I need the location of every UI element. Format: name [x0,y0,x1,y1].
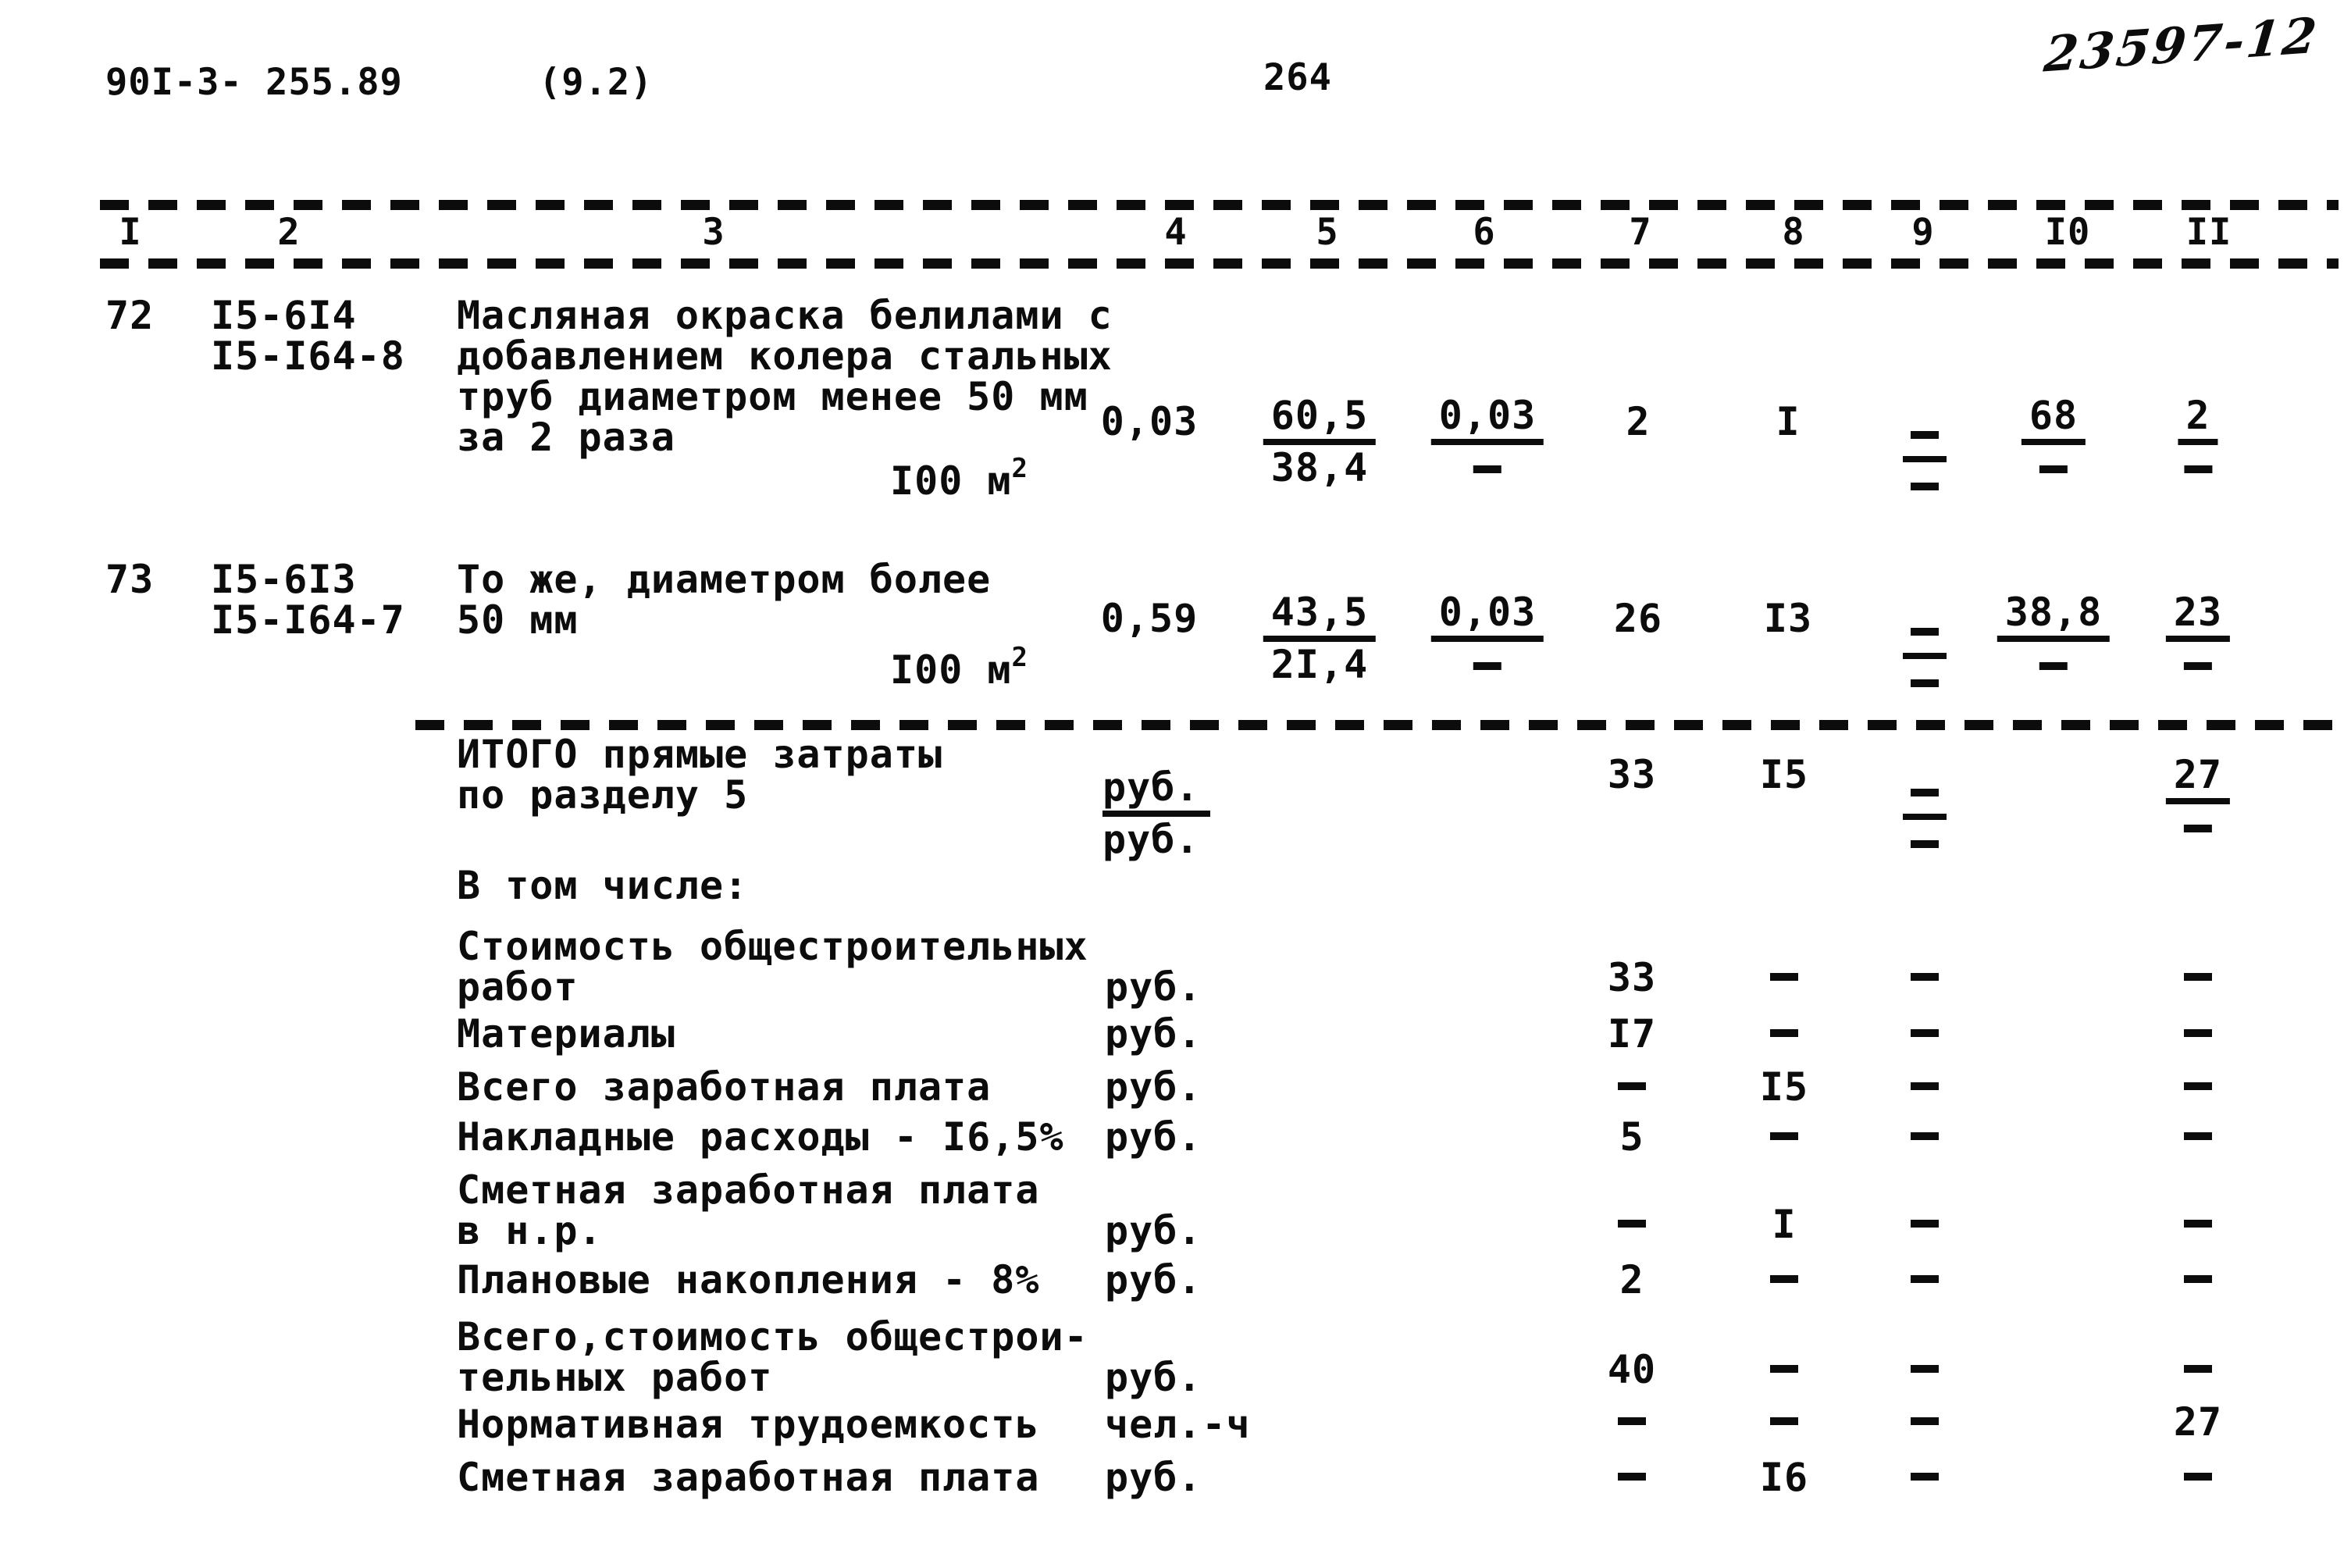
dash-mark [2039,662,2068,670]
summary-label-line: в н.р. [457,1208,603,1253]
fraction-bottom [2022,447,2086,488]
fraction-top [1903,770,1947,820]
summary-value-c8: I [1772,1202,1797,1247]
summary-value-c11 [2184,1457,2212,1498]
row-unit-base: I00 м [890,458,1012,504]
dash-mark [2184,1365,2212,1373]
fraction-bottom [1903,822,1947,863]
summary-value-c9 [1911,1117,1939,1157]
row-unit-superscript: 2 [1011,453,1028,484]
dash-mark [1770,1029,1798,1037]
summary-label-line: Стоимость общестроительных [457,924,1088,969]
summary-value-c11 [2184,1014,2212,1054]
value-cell-c10 [2022,395,2086,488]
summary-value-c9 [1911,1457,1939,1498]
column-header-11: II [2185,211,2232,254]
dash-mark [1911,431,1939,439]
summary-value-c7: 2 [1619,1257,1644,1303]
summary-value-c8: I5 [1759,1064,1809,1110]
totals-label-line: ИТОГО прямые затраты [457,732,943,777]
column-header-5: 5 [1316,211,1339,254]
summary-unit: руб. [1105,964,1202,1010]
row-description-line: труб диаметром менее 50 мм [457,374,1088,419]
summary-label-line: Сметная заработная плата [457,1167,1040,1213]
dash-mark [1911,483,1939,490]
fraction-bottom [1997,644,2110,685]
dash-mark [1770,1417,1798,1425]
summary-label-line: Нормативная трудоемкость [457,1402,1040,1447]
dash-mark [2184,1220,2212,1228]
summary-value-c7: 40 [1607,1347,1657,1392]
value-cell-c8: I [1776,399,1801,444]
value-cell-c9 [1903,412,1947,505]
summary-value-c8 [1770,1014,1798,1054]
row-unit [890,453,1028,506]
page-number: 264 [1263,56,1332,99]
dash-mark [2184,1275,2212,1283]
table-header-bottom-border [100,258,2339,269]
row-unit [890,642,1028,695]
row-description-line: Масляная окраска белилами с [457,293,1113,338]
summary-label-line: работ [457,964,579,1010]
value-cell-c5 [1263,395,1376,488]
summary-label-line: Накладные расходы - I6,5% [457,1114,1064,1160]
summary-label-line: Материалы [457,1011,675,1057]
dash-mark [2184,1082,2212,1090]
handwritten-mark: 23597-12 [2041,6,2322,84]
totals-value-c9 [1903,770,1947,863]
fraction-top: 23 [2166,592,2230,642]
summary-value-c8 [1770,1402,1798,1442]
value-cell-c6 [1431,395,1544,488]
totals-value-c8: I5 [1759,752,1809,797]
dash-mark [1618,1082,1646,1090]
row-number: 73 [105,557,155,602]
value-cell-c10 [1997,592,2110,685]
summary-unit: чел.-ч [1105,1402,1251,1447]
section-separator-line [415,720,2339,730]
summary-unit: руб. [1105,1064,1202,1110]
summary-value-c11 [2184,1204,2212,1245]
dash-mark [1618,1417,1646,1425]
sheet-ref: (9.2) [539,61,654,104]
summary-value-c8 [1770,1349,1798,1390]
column-header-7: 7 [1629,211,1652,254]
summary-value-c9 [1911,1014,1939,1054]
fraction-top: 2 [2178,395,2217,445]
fraction-bottom [1431,447,1544,488]
dash-mark [1911,1365,1939,1373]
fraction-top: 68 [2022,395,2086,445]
summary-value-c9 [1911,1349,1939,1390]
fraction-bottom [2166,807,2230,847]
summary-value-c8 [1770,1260,1798,1300]
summary-unit: руб. [1105,1011,1202,1057]
summary-value-c7: I7 [1607,1011,1657,1057]
value-cell-c4: 0,03 [1100,399,1199,444]
column-header-9: 9 [1911,211,1935,254]
summary-label-line: Плановые накопления - 8% [457,1257,1040,1303]
totals-unit [1102,764,1210,862]
summary-label-line: Сметная заработная плата [457,1455,1040,1500]
summary-value-c11 [2184,957,2212,998]
dash-mark [1770,973,1798,981]
row-unit-base: I00 м [890,647,1012,693]
summary-value-c9 [1911,1402,1939,1442]
dash-mark [2184,662,2212,670]
summary-value-c9 [1911,1067,1939,1107]
value-cell-c6 [1431,592,1544,685]
summary-value-c7 [1618,1067,1646,1107]
column-header-4: 4 [1164,211,1188,254]
value-cell-c4: 0,59 [1100,596,1199,641]
fraction-bottom [1903,465,1947,505]
value-cell-c5 [1263,592,1376,685]
dash-mark [1911,1082,1939,1090]
dash-mark [1618,1220,1646,1228]
dash-mark [1770,1365,1798,1373]
column-header-3: 3 [702,211,725,254]
doc-number: 90I-3- 255.89 [105,61,403,104]
dash-mark [2184,1132,2212,1140]
summary-value-c9 [1911,957,1939,998]
column-header-1: I [119,211,142,254]
fraction-top: 0,03 [1431,395,1544,445]
summary-label-line: тельных работ [457,1355,773,1400]
fraction-top: 60,5 [1263,395,1376,445]
summary-value-c11 [2184,1260,2212,1300]
summary-value-c11 [2184,1067,2212,1107]
column-header-10: I0 [2044,211,2091,254]
summary-label-line: Всего заработная плата [457,1064,992,1110]
including-label: В том числе: [457,863,749,908]
value-cell-c7: 26 [1613,596,1663,641]
column-header-8: 8 [1782,211,1805,254]
summary-value-c11 [2184,1349,2212,1390]
summary-label-line: Всего,стоимость общестрои- [457,1314,1088,1360]
dash-mark [1911,789,1939,796]
summary-unit: руб. [1105,1355,1202,1400]
dash-mark [1770,1275,1798,1283]
value-cell-c7: 2 [1626,399,1651,444]
fraction-bottom: 2I,4 [1270,642,1369,687]
totals-unit-bottom: руб. [1102,817,1200,862]
totals-label-line: по разделу 5 [457,772,749,818]
summary-unit: руб. [1105,1455,1202,1500]
row-code: I5-6I3 [211,557,357,602]
dash-mark [2184,973,2212,981]
fraction-top: 43,5 [1263,592,1376,642]
summary-value-c8: I6 [1759,1455,1809,1500]
summary-value-c8 [1770,1117,1798,1157]
dash-mark [2184,1029,2212,1037]
summary-value-c7 [1618,1402,1646,1442]
value-cell-c9 [1903,609,1947,702]
totals-unit-top: руб. [1102,767,1210,817]
row-description-line: 50 мм [457,597,579,643]
totals-value-c7: 33 [1607,752,1657,797]
fraction-top: 27 [2166,754,2230,804]
dash-mark [1911,1029,1939,1037]
summary-value-c11 [2184,1117,2212,1157]
row-description-line: за 2 раза [457,415,675,460]
summary-value-c7: 33 [1607,955,1657,1000]
summary-value-c9 [1911,1204,1939,1245]
fraction-top: 0,03 [1431,592,1544,642]
dash-mark [1770,1132,1798,1140]
dash-mark [1911,1275,1939,1283]
fraction-bottom: 38,4 [1270,445,1369,490]
fraction-bottom [1431,644,1544,685]
summary-unit: руб. [1105,1114,1202,1160]
dash-mark [1911,840,1939,848]
dash-mark [2184,465,2212,473]
summary-value-c8 [1770,957,1798,998]
row-number: 72 [105,293,155,338]
dash-mark [2184,1473,2212,1481]
fraction-top [1903,609,1947,659]
row-unit-superscript: 2 [1011,642,1028,673]
column-header-6: 6 [1473,211,1496,254]
row-description-line: То же, диаметром более [457,557,992,602]
row-description-line: добавлением колера стальных [457,333,1113,379]
summary-value-c7 [1618,1204,1646,1245]
fraction-top [1903,412,1947,462]
summary-value-c7 [1618,1457,1646,1498]
summary-value-c11: 27 [2173,1399,2223,1445]
column-header-2: 2 [277,211,301,254]
value-cell-c8: I3 [1763,596,1813,641]
dash-mark [1911,1132,1939,1140]
table-top-border [100,200,2339,210]
summary-value-c7: 5 [1619,1114,1644,1160]
dash-mark [2039,465,2068,473]
fraction-bottom [2178,447,2217,488]
dash-mark [1473,465,1501,473]
fraction-bottom [1903,661,1947,702]
summary-unit: руб. [1105,1208,1202,1253]
totals-value-c11 [2166,754,2230,847]
row-code: I5-6I4 [211,293,357,338]
value-cell-c11 [2178,395,2217,488]
fraction-top: 38,8 [1997,592,2110,642]
summary-value-c9 [1911,1260,1939,1300]
dash-mark [1911,1417,1939,1425]
dash-mark [1473,662,1501,670]
row-code: I5-I64-7 [211,597,405,643]
fraction-bottom [2166,644,2230,685]
dash-mark [2184,825,2212,832]
value-cell-c11 [2166,592,2230,685]
dash-mark [1911,628,1939,636]
row-code: I5-I64-8 [211,333,405,379]
dash-mark [1911,973,1939,981]
dash-mark [1911,1473,1939,1481]
dash-mark [1911,1220,1939,1228]
dash-mark [1618,1473,1646,1481]
dash-mark [1911,679,1939,687]
summary-unit: руб. [1105,1257,1202,1303]
